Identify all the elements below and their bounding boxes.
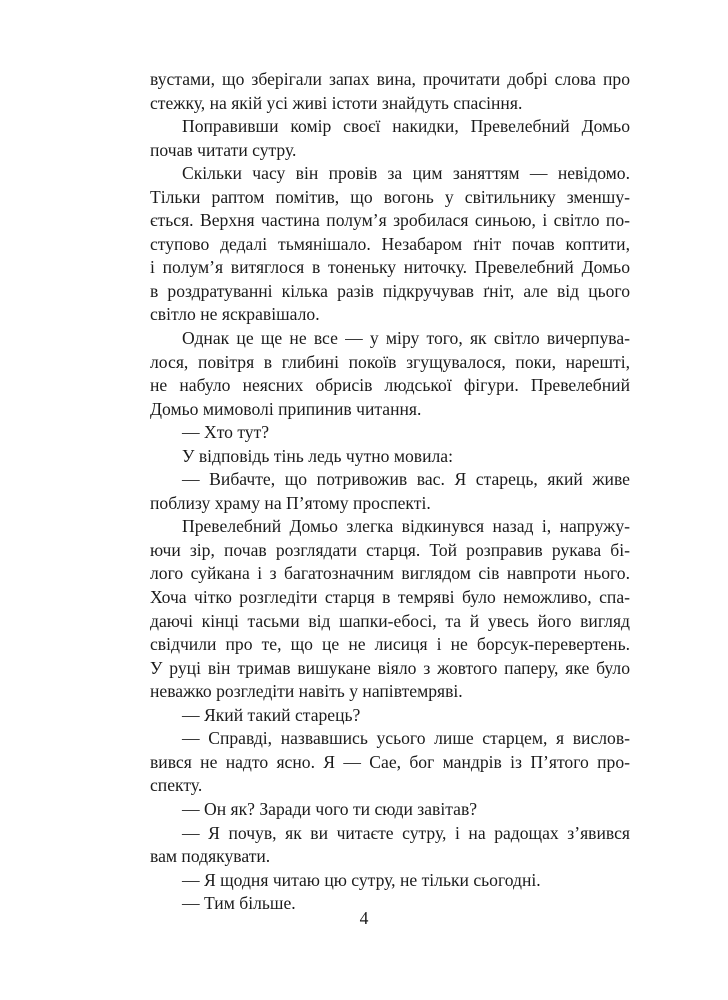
text-line: почав читати сутру. xyxy=(150,139,297,160)
text-line: — Я щодня читаю цю сутру, не тільки сьогодні. xyxy=(182,869,541,890)
text-line: — Справді, назвавшись усього лише старцем, я вислов- xyxy=(182,728,630,749)
text-line: вився не надто ясно. Я — Сае, бог мандрів із П’ятого про- xyxy=(150,751,630,772)
text-line: Домьо мимоволі припинив читання. xyxy=(150,398,422,419)
text-line: і полум’я витяглося в тоненьку ниточку. Превелебний Домьо xyxy=(150,257,630,278)
text-line: Поправивши комір своєї накидки, Превелебний Домьо xyxy=(182,116,630,137)
text-line: лося, повітря в глибині покоїв згущувалося, поки, нарешті, xyxy=(150,351,630,372)
text-line: свідчили про те, що це не лисиця і не борсук-перевертень. xyxy=(150,634,630,655)
text-line: неважко розгледіти навіть у напівтемряві. xyxy=(150,681,463,702)
body-text xyxy=(150,68,630,916)
text-line: Однак це ще не все — у міру того, як світло вичерпува- xyxy=(182,328,630,349)
text-line: Превелебний Домьо злегка відкинувся назад і, напружу- xyxy=(182,516,630,537)
text-line: даючі кінці тасьми від шапки-ебосі, та й увесь його вигляд xyxy=(150,610,630,631)
text-line: Скільки часу він провів за цим заняттям — невідомо. xyxy=(182,163,630,184)
text-line: світло не яскравішало. xyxy=(150,304,320,325)
text-line: ється. Верхня частина полум’я зробилася синьою, і світло по- xyxy=(150,210,630,231)
text-line: — Он як? Заради чого ти сюди завітав? xyxy=(182,798,478,819)
text-line: ючи зір, почав розглядати старця. Той розправив рукава бі- xyxy=(150,539,630,560)
text-line: не набуло неясних обрисів людської фігури. Превелебний xyxy=(150,375,630,396)
text-line: спекту. xyxy=(150,775,203,796)
text-line: — Який такий старець? xyxy=(182,704,361,725)
text-line: Хоча чітко розгледіти старця в темряві було неможливо, спа- xyxy=(150,587,630,608)
text-line: — Тим більше. xyxy=(182,893,296,914)
text-line: Тільки раптом помітив, що вогонь у світильнику зменшу- xyxy=(150,186,630,207)
text-line: У руці він тримав вишукане віяло з жовтого паперу, яке було xyxy=(150,657,630,678)
text-line: ступово дедалі тьмянішало. Незабаром ґніт почав коптити, xyxy=(150,233,630,254)
text-line: — Вибачте, що потривожив вас. Я старець, який живе xyxy=(182,469,630,490)
text-line: У відповідь тінь ледь чутно мовила: xyxy=(182,445,454,466)
text-line: в роздратуванні кілька разів підкручував ґніт, але від цього xyxy=(150,280,630,301)
text-line: вам подякувати. xyxy=(150,846,271,867)
text-line: лого суйкана і з багатозначним виглядом сів навпроти нього. xyxy=(150,563,630,584)
text-line: вустами, що зберігали запах вина, прочитати добрі слова про xyxy=(150,69,630,89)
text-line: — Я почув, як ви читаєте сутру, і на радощах з’явився xyxy=(182,822,630,843)
page-number: 4 xyxy=(359,908,369,928)
text-line: стежку, на якій усі живі істоти знайдуть спасіння. xyxy=(150,92,523,113)
text-line: — Хто тут? xyxy=(182,422,270,443)
text-line: поблизу храму на П’ятому проспекті. xyxy=(150,492,431,513)
